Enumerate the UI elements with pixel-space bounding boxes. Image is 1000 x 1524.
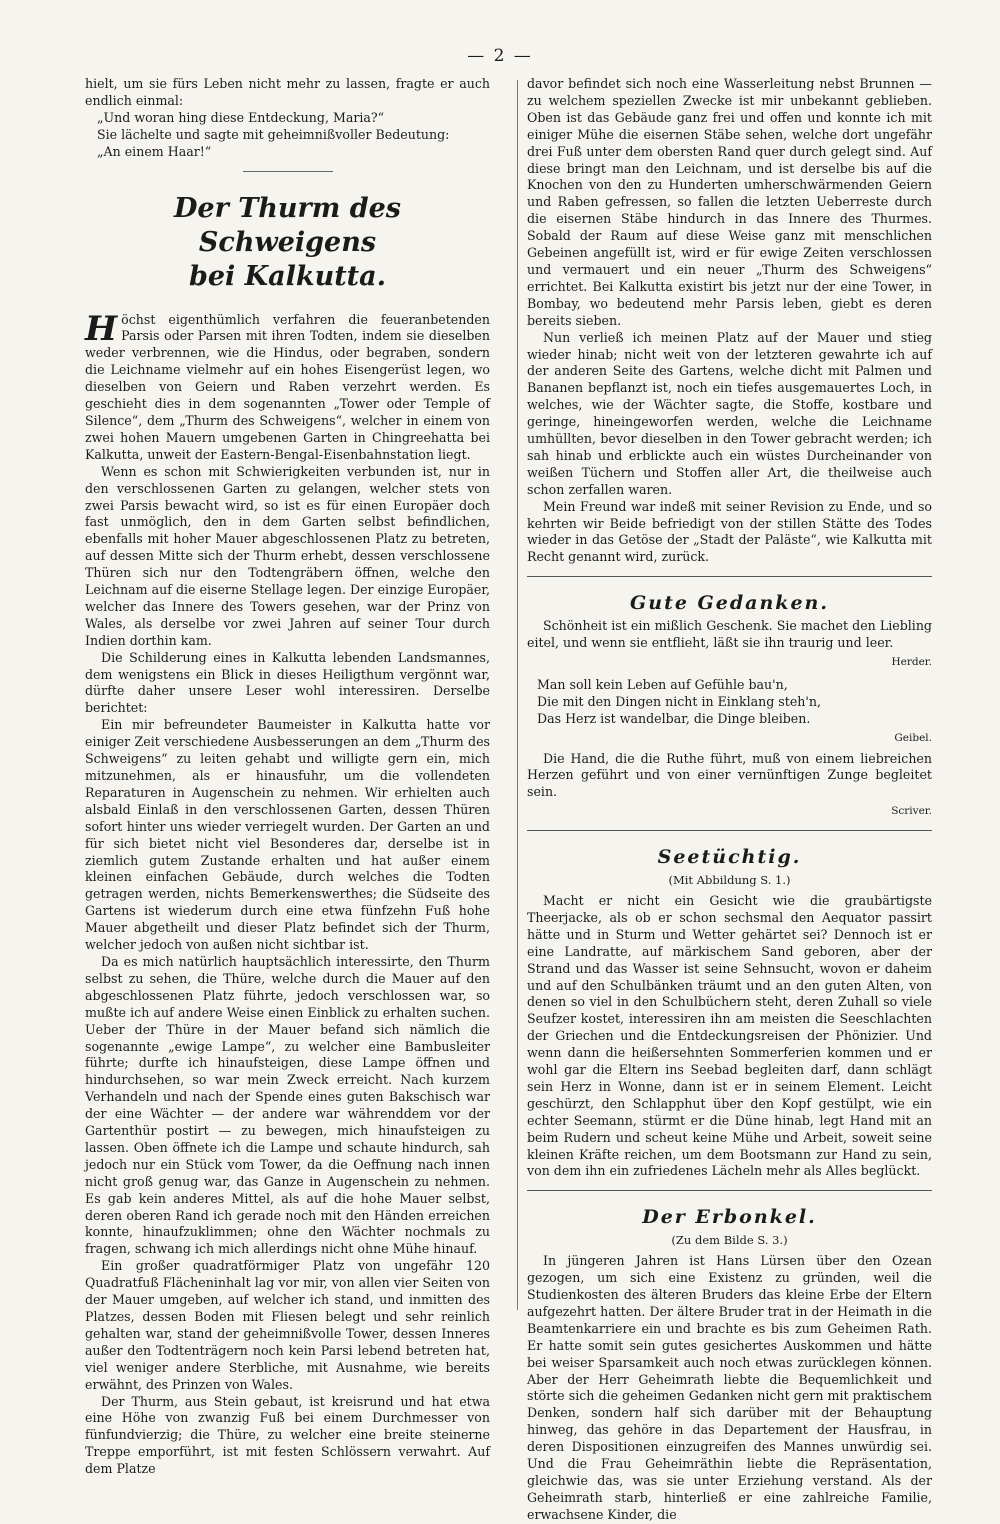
left-column [85,76,490,1478]
article-paragraph: Wenn es schon mit Schwierigkeiten verbunden ist, nur in den verschlossenen Garten zu gelangen, welcher stets von zwei Parsis bewacht wird, so ist es für einen Europäer doch fast unmöglich, den in dem Garten selbst befindlichen, ebenfalls mit hoher Mauer abgeschlossenen Platz zu betreten, auf dessen Mitte sich der Thurm erhebt, dessen verschlossene Thüren sich nur den Todtengräbern öffnen, welche den Leichnam auf die eiserne Stellage legen. Der einzige Europäer, welcher das Innere des Towers gesehen, war der Prinz von Wales, als derselbe vor zwei Jahren auf seiner Tour durch Indien dorthin kam. [85,463,490,648]
section-divider [527,1190,932,1191]
erbonkel-subtitle: (Zu dem Bilde S. 3.) [671,1233,788,1248]
section-divider [527,576,932,577]
article-title [85,192,490,294]
article-paragraph: In jüngeren Jahren ist Hans Lürsen über den Ozean gezogen, um sich eine Existenz zu gründen, weil die Studienkosten des älteren Bruders das kleine Erbe der Eltern aufgezehrt hatten. Der ältere Bruder trat in der Heimath in die Beamtenkarriere ein und brachte es bis zum Geheimen Rath. Er hatte somit sein gutes gesichertes Auskommen und hätte bei weiser Sparsamkeit auch noch etwas zurücklegen können. Aber der Herr Geheimrath liebte die Bequemlichkeit und störte sich die geheimen Gedanken nicht gern mit praktischem Denken, sondern half sich darüber mit der Behauptung hinweg, das gehöre in das Departement der Hausfrau, in deren Dispositionen einzugreifen des Mannes unwürdig sei. Und die Frau Geheimräthin liebte die Repräsentation, gleichwie das, was sie unter Erziehung verstand. Als der Geheimrath starb, hinterließ er eine zahlreiche Familie, erwachsene Kinder, die [527,1253,932,1522]
article-paragraph: Da es mich natürlich hauptsächlich interessirte, den Thurm selbst zu sehen, die Thüre, welche durch die Mauer auf den abgeschlossenen Platz führte, jedoch verschlossen war, so mußte ich auf andere Weise einen Einblick zu erhalten suchen. Ueber der Thüre in der Mauer befand sich nämlich die sogenannte „ewige Lampe“, zu welcher eine Bambusleiter führte; durfte ich hinaufsteigen, diese Lampe öffnen und hindurchsehen, so war mein Zweck erreicht. Nach kurzem Verhandeln und nach der Spende eines guten Bakschisch war der eine Wächter — der andere war währenddem vor der Gartenthür postirt — zu bewegen, mich hinaufsteigen zu lassen. Oben öffnete ich die Lampe und schaute hindurch, sah jedoch nur ein Stück vom Tower, da die Oeffnung nach innen nicht groß genug war, das Ganze in Augenschein zu nehmen. Es gab kein anderes Mittel, als auf die hohe Mauer selbst, deren oberen Rand ich gerade noch mit den Händen erreichen konnte, hinaufzuklimmen; ohne den Wächter nochmals zu fragen, schwang ich mich allerdings nicht ohne Mühe hinauf. [85,953,490,1257]
seetuechtig-title: Seetüchtig. [657,846,802,869]
article-paragraph: Macht er nicht ein Gesicht wie die graubärtigste Theerjacke, als ob er schon sechsmal den Aequator passirt hätte und in Sturm und Wetter gehärtet sei? Dennoch ist er eine Landratte, auf märkischem Sand geboren, aber der Strand und das Wasser ist seine Sehnsucht, wovon er daheim und auf den Schulbänken träumt und an den guten Alten, von denen so viel in den Schulbüchern steht, deren Zuhall so viele Seufzer kostet, interessiren ihn am meisten die Seeschlachten der Griechen und die Entdeckungsreisen der Phönizier. Und wenn dann die heißersehnten Sommerferien kommen und er wohl gar die Eltern ins Seebad begleiten darf, dann schlägt sein Herz in Wonne, dann ist er in seinem Element. Leicht geschürzt, den Schlapphut über den Kopf gestülpt, wie ein echter Seemann, stürmt er die Düne hinab, legt Hand mit an beim Rudern und scheut keine Mühe und Arbeit, soweit seine kleinen Kräfte reichen, um dem Bootsmann zur Hand zu sein, von dem ihn ein zufriedenes Lächeln mehr als Alles beglückt. [527,892,932,1179]
verse-line: Die mit den Dingen nicht in Einklang steh'n, [537,693,821,709]
seetuechtig-subtitle: (Mit Abbildung S. 1.) [668,873,791,888]
section-rule [243,171,333,172]
right-column [527,76,932,1524]
attribution: Geibel. [894,731,932,744]
article-paragraph: Mein Freund war indeß mit seiner Revision zu Ende, und so kehrten wir Beide befriedigt von der stillen Stätte des Todes wieder in das Getöse der „Stadt der Paläste“, wie Kalkutta mit Recht genannt wird, zurück. [527,498,932,565]
quote-line-2: Sie lächelte und sagte mit geheimnißvoller Bedeutung: [97,126,450,142]
column-divider [517,80,518,1310]
verse-line: Das Herz ist wandelbar, die Dinge bleiben. [537,710,811,726]
article-title-line-2: bei Kalkutta. [188,260,387,292]
article-paragraph: Die Schilderung eines in Kalkutta lebenden Landsmannes, dem wenigstens ein Blick in dieses Heiligthum vergönnt war, dürfte daher unsere Leser wohl interessiren. Derselbe berichtet: [85,649,490,716]
verse [537,677,932,728]
article-paragraph: Ein mir befreundeter Baumeister in Kalkutta hatte vor einiger Zeit verschiedene Ausbesserungen an dem „Thurm des Schweigens“ zu leiten gehabt und willigte gern ein, mich mitzunehmen, als er hinausfuhr, um die vollendeten Reparaturen in Augenschein zu nehmen. Wir erhielten auch alsbald Einlaß in den verschlossenen Garten, dessen Thüren sofort hinter uns wieder verriegelt wurden. Der Garten an und für sich bietet nicht viel Besonderes dar, derselbe ist in ziemlich gutem Zustande erhalten und hat außer einem kleinen einfachen Gebäude, durch welches die Todten getragen werden, nichts Bemerkenswerthes; die Südseite des Gartens ist wiederum durch eine etwa fünfzehn Fuß hohe Mauer abgetheilt und dieser Platz befindet sich der Thurm, welcher jedoch von außen nicht sichtbar ist. [85,717,490,953]
page-number: — 2 — [467,46,533,66]
intro-paragraph: hielt, um sie fürs Leben nicht mehr zu lassen, fragte er auch endlich einmal: [85,76,490,108]
article-paragraph: Nun verließ ich meinen Platz auf der Mauer und stieg wieder hinab; nicht weit von der letzteren gewahrte ich auf der anderen Seite des Gartens, welche dicht mit Palmen und Bananen bepflanzt ist, noch ein tiefes ausgemauertes Loch, in welches, wie der Wächter sagte, die Stoffe, kostbare und geringe, hineingeworfen werden, welche die Leichname umhüllten, bevor dieselben in den Tower gebracht werden; ich sah hinab und erblickte auch ein wüstes Durcheinander von weißen Tüchern und Stoffen aller Art, die theilweise auch schon zerfallen waren. [527,329,932,497]
drop-cap: H [85,308,118,349]
aphorism: Schönheit ist ein mißlich Geschenk. Sie machet den Liebling eitel, und wenn sie entflieht, läßt sie ihn traurig und leer. [527,618,932,651]
section-divider [527,830,932,831]
article-title-line-1: Der Thurm des Schweigens [173,192,402,258]
article-paragraph: davor befindet sich noch eine Wasserleitung nebst Brunnen — zu welchem speziellen Zwecke ist mir unbekannt geblieben. Oben ist das Gebäude ganz frei und offen und konnte ich mit einiger Mühe die eisernen Stäbe sehen, welche dort ungefähr drei Fuß unter dem obersten Rand quer durch gelegt sind. Auf diese bringt man den Leichnam, und ist derselbe bis auf die Knochen von den zu Hunderten umherschwärmenden Geiern und Raben gefressen, so fallen die letzten Ueberreste durch die eisernen Stäbe hindurch in das Innere des Thurmes. Sobald der Raum auf diese Weise ganz mit menschlichen Gebeinen angefüllt ist, wird er für ewige Zeiten verschlossen und vermauert und ein neuer „Thurm des Schweigens“ errichtet. Bei Kalkutta existirt bis jetzt nur der eine Tower, in Bombay, wo bedeutend mehr Parsis leben, giebt es deren bereits sieben. [527,76,932,328]
aphorism: Die Hand, die die Ruthe führt, muß von einem liebreichen Herzen geführt und von einer vernünftigen Zunge begleitet sein. [527,750,932,800]
verse-line: Man soll kein Leben auf Gefühle bau'n, [537,676,788,692]
article-paragraph: Ein großer quadratförmiger Platz von ungefähr 120 Quadratfuß Flächeninhalt lag vor mir, von allen vier Seiten von der Mauer umgeben, auf welcher ich stand, und inmitten des Platzes, dessen Boden mit Fliesen belegt und sehr reinlich gehalten war, stand der geheimnißvolle Tower, dessen Inneres außer den Todtenträgern noch kein Parsi lebend betreten hat, viel weniger andere Sterbliche, mit Ausnahme, wie bereits erwähnt, des Prinzen von Wales. [85,1258,490,1392]
quote-line-3: „An einem Haar!“ [97,143,212,159]
article-paragraph: Höchst eigenthümlich verfahren die feueranbetenden Parsis oder Parsen mit ihren Todten, indem sie dieselben weder verbrennen, wie die Hindus, oder begraben, sondern die Leichname vielmehr auf ein hohes Eisengerüst legen, wo dieselben von Geiern und Raben verzehrt werden. Es geschieht dies in dem sogenannten „Tower oder Temple of Silence“, dem „Thurm des Schweigens“, welcher in einem von zwei hohen Mauern umgebenen Garten in Chingreehatta bei Kalkutta, unweit der Eastern-Bengal-Eisenbahnstation liegt. [85,308,490,462]
quote-line-1: „Und woran hing diese Entdeckung, Maria?“ [97,109,385,125]
attribution: Herder. [891,656,932,668]
erbonkel-title: Der Erbonkel. [642,1206,817,1229]
article-paragraph: Der Thurm, aus Stein gebaut, ist kreisrund und hat etwa eine Höhe von zwanzig Fuß bei einem Durchmesser von fünfundvierzig; die Thüre, zu welcher eine breite steinerne Treppe emporführt, ist mit festen Schlössern verwahrt. Auf dem Platze [85,1393,490,1477]
attribution: Scriver. [891,805,932,818]
gute-gedanken-title: Gute Gedanken. [630,592,829,615]
